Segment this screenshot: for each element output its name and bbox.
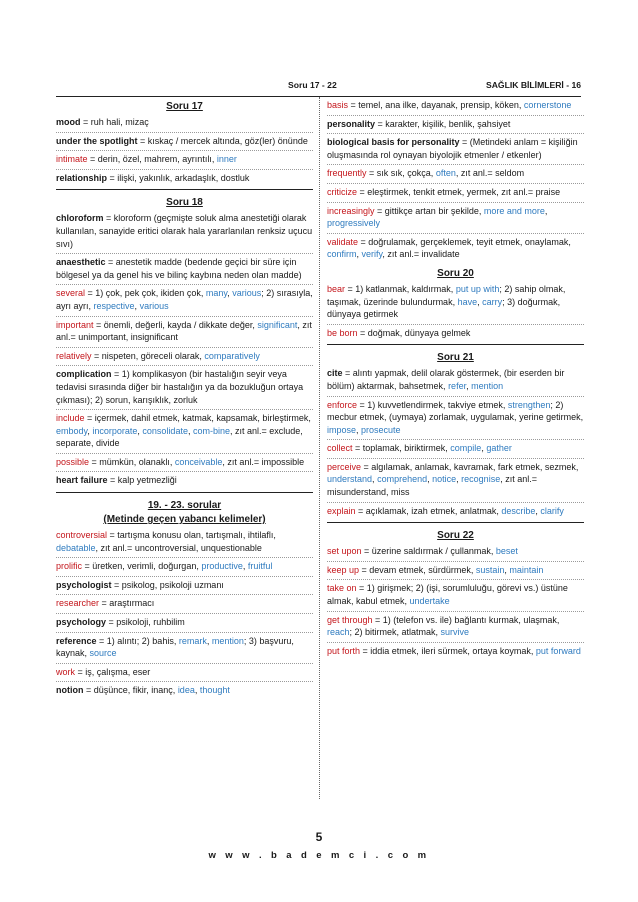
entry-term: researcher (56, 598, 100, 609)
entry-term: personality (327, 118, 376, 129)
definition-text: = 1) komplikasyon (bir hastalığın seyir veya tedavisi sırasında diğer bir hastalığın ya da bozukluğun ortaya çıkması); 2) sorun, karışıklık, zorluk (56, 369, 304, 405)
definition-text: = kıskaç / mercek altında, göz(ler) önünde (137, 135, 308, 146)
glossary-entry (56, 558, 313, 577)
section-divider (56, 189, 313, 190)
entry-term: increasingly (327, 205, 375, 216)
synonym-word: mention (471, 380, 504, 391)
definition-text: , (227, 288, 233, 299)
definition-text: ; 2) bitirmek, atlatmak, (349, 627, 441, 638)
entry-term: validate (327, 236, 359, 247)
synonym-word: significant (257, 319, 298, 330)
synonym-word: fruitful (247, 561, 273, 572)
definition-text: = alıntı yapmak, delil olarak göstermek, (bir eserden bir bölüm) aktarmak, bahsetmek, (327, 368, 565, 391)
definition-text: , (477, 296, 483, 307)
synonym-word: compile (450, 443, 482, 454)
definition-text: , (206, 635, 212, 646)
synonym-word: mention (211, 635, 244, 646)
right-column (327, 97, 584, 660)
definition-text: = doğrulamak, gerçeklemek, teyit etmek, onaylamak, (358, 236, 571, 247)
section-divider (327, 344, 584, 345)
glossary-entry (56, 664, 313, 683)
column-divider (319, 97, 320, 799)
definition-text: = üretken, verimli, doğurgan, (82, 561, 202, 572)
entry-term: put forth (327, 645, 361, 656)
definition-text: ; 2) sahip olmak, taşımak, üzerinde bulundurmak, (327, 283, 566, 307)
entry-term: relatively (56, 350, 92, 361)
synonym-word: incorporate (92, 425, 138, 436)
definition-text: = düşünce, fikir, inanç, (83, 685, 178, 696)
definition-text: = kloroform (geçmişte soluk alma anestetiği olarak kullanılan, sanayide eritici olarak hala yararlanılan renksiz uçucu sıvı) (56, 213, 313, 249)
glossary-entry (56, 348, 313, 367)
entry-term: chloroform (56, 213, 104, 224)
synonym-word: respective (93, 300, 135, 311)
page-number: 5 (315, 830, 323, 844)
entry-term: complication (56, 369, 112, 380)
synonym-word: productive (201, 561, 243, 572)
entry-term: perceive (327, 461, 362, 472)
definition-text: = (Metindeki anlam = kişiliğin oluşmasında rol oynayan biyolojik etmenler / etkenler) (327, 137, 578, 160)
definition-text: , (544, 205, 548, 216)
synonym-word: many (205, 288, 228, 299)
synonym-word: various (139, 300, 169, 311)
synonym-word: idea (177, 685, 195, 696)
synonym-word: consolidate (142, 425, 188, 436)
glossary-entry (56, 170, 313, 188)
section-title: Soru 21 (437, 352, 474, 364)
section-title: 19. - 23. sorular (147, 500, 222, 512)
entry-term: frequently (327, 168, 367, 179)
glossary-entry (327, 165, 584, 184)
glossary-entry (56, 133, 313, 152)
definition-text: = algılamak, anlamak, kavramak, fark etmek, sezmek, (361, 461, 579, 472)
glossary-entry (56, 285, 313, 316)
definition-text: = nispeten, göreceli olarak, (91, 350, 205, 361)
definition-text: , zıt anl.= seldom (455, 168, 525, 179)
glossary-entry (327, 281, 584, 325)
entry-term: possible (56, 456, 90, 467)
synonym-word: comparatively (204, 350, 260, 361)
definition-text: = 1) alıntı; 2) bahis, (96, 635, 179, 646)
entry-term: important (56, 319, 94, 330)
definition-text: , zıt anl.= exclude, separate, divide (56, 425, 303, 449)
synonym-word: confirm (327, 249, 357, 260)
synonym-word: gather (486, 443, 512, 454)
synonym-word: remark (178, 635, 207, 646)
entry-term: intimate (56, 154, 88, 165)
synonym-word: put forward (535, 645, 581, 656)
definition-text: = açıklamak, izah etmek, anlatmak, (355, 505, 502, 516)
glossary-entry (327, 440, 584, 459)
entry-term: cite (327, 368, 343, 379)
definition-text: = toplamak, biriktirmek, (352, 443, 451, 454)
definition-text: = tartışma konusu olan, tartışmalı, ihtilaflı, (107, 530, 276, 541)
glossary-entry (327, 503, 584, 521)
definition-text: = devam etmek, sürdürmek, (359, 564, 476, 575)
section-title: Soru 18 (166, 197, 203, 209)
definition-text: , zıt anl.= impossible (222, 456, 305, 467)
glossary-entry (327, 459, 584, 503)
definition-text: , (187, 425, 193, 436)
definition-text: , (504, 564, 510, 575)
left-column (56, 97, 313, 700)
section-title: Soru 22 (437, 530, 474, 542)
synonym-word: embody (56, 425, 88, 436)
definition-text: = doğmak, dünyaya gelmek (357, 327, 471, 338)
synonym-word: recognise (461, 474, 501, 485)
entry-term: notion (56, 685, 84, 696)
entry-term: enforce (327, 399, 358, 410)
subject-title: SAĞLIK BİLİMLERİ - 16 (485, 80, 581, 90)
synonym-word: maintain (509, 564, 544, 575)
section-title: Soru 17 (166, 101, 203, 112)
entry-term: psychology (56, 617, 107, 628)
definition-text: = içermek, dahil etmek, katmak, kapsamak, birleştirmek, (84, 413, 311, 424)
definition-text: , (466, 380, 472, 391)
definition-text: , (137, 425, 143, 436)
definition-text: = psikolog, psikoloji uzmanı (111, 579, 224, 590)
glossary-entry (327, 543, 584, 562)
definition-text: , (356, 249, 362, 260)
entry-term: prolific (56, 561, 83, 572)
synonym-word: impose (327, 424, 357, 435)
synonym-word: source (89, 648, 117, 659)
synonym-word: prosecute (361, 424, 401, 435)
entry-term: collect (327, 443, 353, 454)
glossary-entry (56, 317, 313, 348)
synonym-word: inner (216, 154, 237, 165)
definition-text: = iddia etmek, ileri sürmek, ortaya koymak, (360, 645, 536, 656)
synonym-word: thought (199, 685, 230, 696)
glossary-entry (56, 410, 313, 454)
definition-text: = kalp yetmezliği (107, 475, 177, 486)
definition-text: = sık sık, çokça, (366, 168, 436, 179)
glossary-entry (327, 365, 584, 396)
glossary-entry (327, 562, 584, 581)
entry-term: under the spotlight (56, 135, 138, 146)
entry-term: bear (327, 283, 346, 294)
entry-term: basis (327, 100, 349, 110)
glossary-entry (327, 643, 584, 661)
synonym-word: conceivable (174, 456, 223, 467)
glossary-entry (327, 203, 584, 234)
glossary-entry (327, 184, 584, 203)
definition-text: = üzerine saldırmak / çullanmak, (361, 546, 496, 557)
glossary-entry (327, 397, 584, 441)
section-divider (327, 522, 584, 523)
entry-term: heart failure (56, 475, 108, 486)
glossary-entry (56, 454, 313, 473)
definition-text: , (456, 474, 462, 485)
entry-term: explain (327, 505, 356, 516)
synonym-word: reach (327, 627, 350, 638)
entry-term: several (56, 288, 86, 299)
glossary-entry (56, 151, 313, 170)
synonym-word: understand (327, 474, 373, 485)
synonym-word: undertake (409, 596, 450, 607)
entry-term: take on (327, 583, 357, 594)
definition-text: = 1) katlanmak, kaldırmak, (345, 283, 456, 294)
definition-text: = mümkün, olanaklı, (89, 456, 175, 467)
glossary-entry (56, 366, 313, 410)
definition-text: ; 3) doğurmak, dünyaya getirmek (327, 296, 561, 320)
definition-text: , (134, 300, 140, 311)
glossary-entry (56, 614, 313, 633)
definition-text: = derin, özel, mahrem, ayrıntılı, (87, 154, 217, 165)
definition-text: , (242, 561, 248, 572)
synonym-word: more and more (483, 205, 545, 216)
footer-url: w w w . b a d e m c i . c o m (208, 850, 430, 861)
definition-text: = eleştirmek, tenkit etmek, yermek, zıt anl.= praise (357, 186, 561, 197)
glossary-entry (327, 116, 584, 135)
section-title: Soru 20 (437, 267, 474, 279)
definition-text: = 1) girişmek; 2) (işi, sorumluluğu, görevi vs.) üstüne almak, kabul etmek, (327, 583, 568, 607)
definition-text: , zıt anl.= unimportant, insignificant (56, 319, 312, 343)
definition-text: , (535, 505, 541, 516)
definition-text: = temel, ana ilke, dayanak, prensip, köken, (348, 100, 524, 110)
synonym-word: debatable (56, 542, 96, 553)
entry-term: keep up (327, 564, 360, 575)
definition-text: , zıt anl.= invalidate (382, 249, 460, 260)
definition-text: , (372, 474, 378, 485)
synonym-word: refer (448, 380, 467, 391)
definition-text: = 1) (telefon vs. ile) bağlantı kurmak, ulaşmak, (372, 614, 560, 625)
entry-term: relationship (56, 172, 108, 183)
synonym-word: cornerstone (523, 100, 572, 110)
definition-text: ; 3) başvuru, kaynak, (56, 635, 294, 659)
entry-term: work (56, 666, 76, 677)
synonym-word: beset (495, 546, 518, 557)
glossary-entry (56, 114, 313, 133)
definition-text: = ilişki, yakınlık, arkadaşlık, dostluk (107, 172, 250, 183)
synonym-word: survive (440, 627, 470, 638)
definition-text: = araştırmacı (99, 598, 155, 609)
definition-text: = önemli, değerli, kayda / dikkate değer, (93, 319, 258, 330)
synonym-word: progressively (327, 218, 381, 229)
section-subtitle: (Metinde geçen yabancı kelimeler) (103, 514, 266, 526)
entry-term: criticize (327, 186, 358, 197)
definition-text: ; 2) mecbur etmek, (uymaya) zorlamak, uygulamak, yerine getirmek, (327, 399, 584, 423)
entry-term: set upon (327, 546, 362, 557)
question-range: Soru 17 - 22 (288, 80, 337, 90)
definition-text: = gittikçe artan bir şekilde, (374, 205, 484, 216)
synonym-word: strengthen (507, 399, 551, 410)
entry-term: be born (327, 327, 358, 338)
entry-term: include (56, 413, 85, 424)
synonym-word: clarify (540, 505, 564, 516)
synonym-word: carry (482, 296, 503, 307)
glossary-entry (56, 254, 313, 285)
synonym-word: describe (501, 505, 536, 516)
entry-term: psychologist (56, 579, 112, 590)
synonym-word: various (232, 288, 262, 299)
entry-term: get through (327, 614, 373, 625)
glossary-entry (327, 97, 584, 116)
entry-term: biological basis for personality (327, 137, 460, 148)
synonym-word: have (457, 296, 478, 307)
entry-term: mood (56, 117, 81, 127)
entry-term: anaesthetic (56, 257, 106, 268)
glossary-entry (56, 527, 313, 558)
definition-text: = karakter, kişilik, benlik, şahsiyet (375, 118, 511, 129)
synonym-word: com-bine (192, 425, 230, 436)
synonym-word: comprehend (377, 474, 428, 485)
glossary-entry (327, 612, 584, 643)
definition-text: = ruh hali, mizaç (80, 117, 149, 127)
definition-text: , zıt anl.= misunderstand, miss (327, 474, 537, 498)
synonym-word: sustain (475, 564, 505, 575)
glossary-entry (327, 325, 584, 343)
definition-text: , zıt anl.= uncontroversial, unquestionable (95, 542, 262, 553)
definition-text: = 1) kuvvetlendirmek, takviye etmek, (357, 399, 508, 410)
definition-text: = psikoloji, ruhbilim (106, 617, 185, 628)
glossary-entry (56, 210, 313, 254)
glossary-entry (56, 682, 313, 700)
page-header (56, 80, 581, 94)
synonym-word: often (435, 168, 456, 179)
definition-text: , (427, 474, 433, 485)
definition-text: = anestetik madde (bedende geçici bir süre için bölgesel ya da genel his ve bilinç kaybına neden olan madde) (56, 257, 302, 280)
definition-text: = iş, çalışma, eser (75, 666, 151, 677)
definition-text: = 1) çok, pek çok, ikiden çok, (85, 288, 206, 299)
synonym-word: verify (361, 249, 383, 260)
definition-text: , (481, 443, 487, 454)
definition-text: , (194, 685, 200, 696)
definition-text: , (356, 424, 362, 435)
entry-term: reference (56, 635, 97, 646)
glossary-entry (56, 595, 313, 614)
synonym-word: notice (432, 474, 457, 485)
definition-text: , (87, 425, 93, 436)
glossary-entry (56, 577, 313, 596)
entry-term: controversial (56, 530, 108, 541)
glossary-entry (56, 633, 313, 664)
synonym-word: put up with (455, 283, 500, 294)
glossary-entry (327, 580, 584, 611)
section-divider (56, 492, 313, 493)
definition-text: ; 2) sırasıyla, ayrı ayrı, (56, 288, 313, 311)
glossary-entry (56, 472, 313, 490)
glossary-entry (327, 134, 584, 165)
glossary-entry (327, 234, 584, 264)
